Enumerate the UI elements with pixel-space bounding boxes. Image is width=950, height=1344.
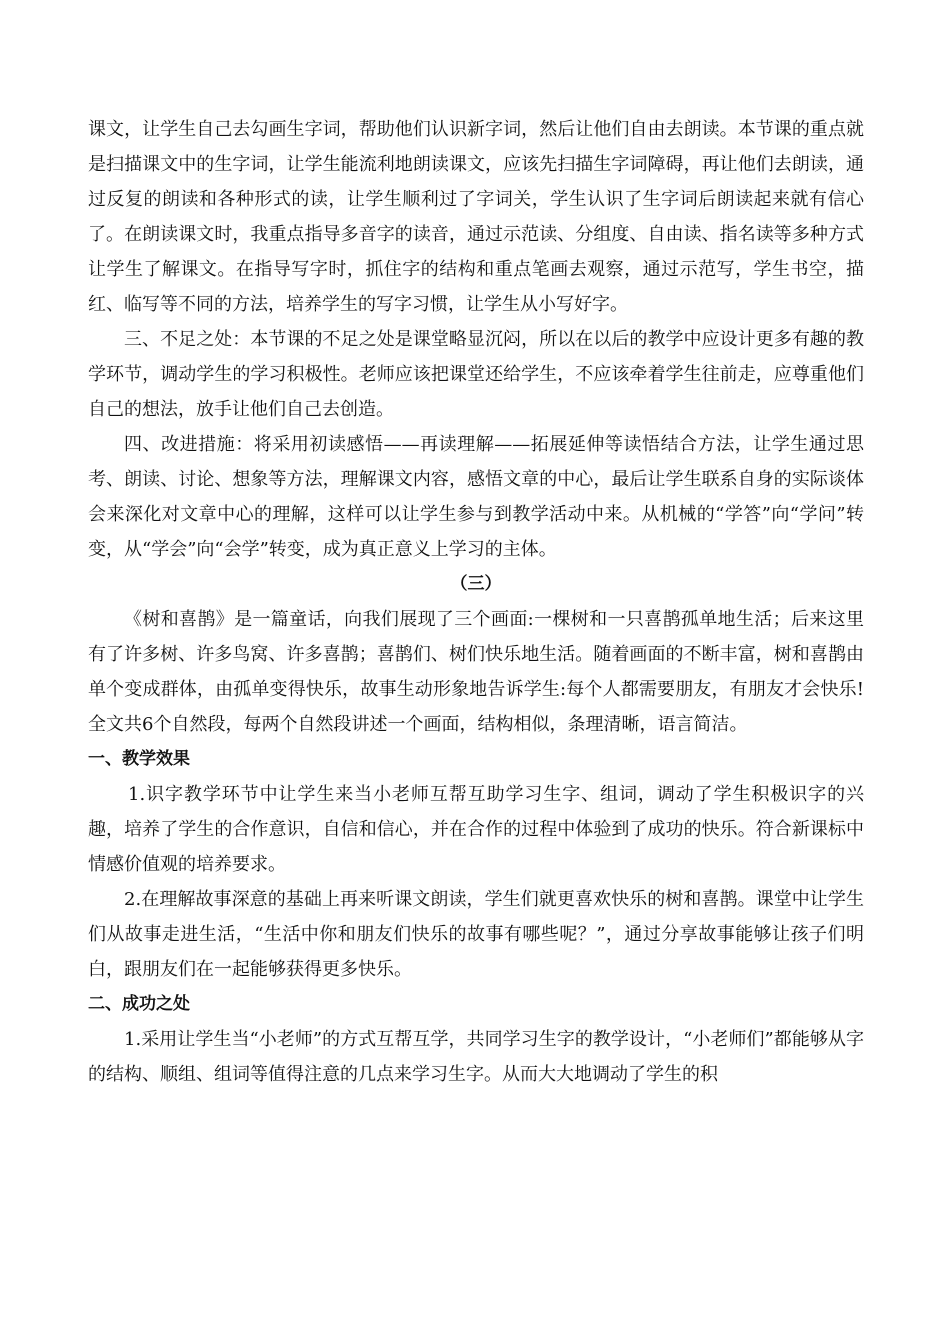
document-page [88,112,864,1092]
paragraph-continuation: 课文，让学生自己去勾画生字词，帮助他们认识新字词，然后让他们自由去朗读。本节课的重点就是扫描课文中的生字词，让学生能流利地朗读课文，应该先扫描生字词障碍，再让他们去朗读，通过反复的朗读和各种形式的读，让学生顺利过了字词关，学生认识了生字词后朗读起来就有信心了。在朗读课文时，我重点指导多音字的读音，通过示范读、分组度、自由读、指名读等多种方式让学生了解课文。在指导写字时，抓住字的结构和重点笔画去观察，通过示范写，学生书空，描红、临写等不同的方法，培养学生的写字习惯，让学生从小写好字。 [88,119,864,315]
heading-teaching-effect: 一、教学效果 [88,749,190,769]
paragraph-success-1: 1.采用让学生当“小老师”的方式互帮互学，共同学习生字的教学设计，“小老师们”都能够从字的结构、顺组、组词等值得注意的几点来学习生字。从而大大地调动了学生的积 [88,1029,864,1085]
paragraph-effect-1: 1.识字教学环节中让学生来当小老师互帮互助学习生字、组词，调动了学生积极识字的兴趣，培养了学生的合作意识，自信和信心，并在合作的过程中体验到了成功的快乐。符合新课标中情感价值观的培养要求。 [88,784,864,875]
section-title: （三） [450,574,502,594]
paragraph-story-intro: 《树和喜鹊》是一篇童话，向我们展现了三个画面:一棵树和一只喜鹊孤单地生活；后来这里有了许多树、许多鸟窝、许多喜鹊；喜鹊们、树们快乐地生活。随着画面的不断丰富，树和喜鹊由单个变成群体，由孤单变得快乐，故事生动形象地告诉学生:每个人都需要朋友，有朋友才会快乐!全文共6个自然段，每两个自然段讲述一个画面，结构相似，条理清晰，语言简洁。 [88,609,864,735]
paragraph-improvements: 四、改进措施：将采用初读感悟——再读理解——拓展延伸等读悟结合方法，让学生通过思考、朗读、讨论、想象等方法，理解课文内容，感悟文章的中心，最后让学生联系自身的实际谈体会来深化对文章中心的理解，这样可以让学生参与到教学活动中来。从机械的“学答”向“学问”转变，从“学会”向“会学”转变，成为真正意义上学习的主体。 [88,434,864,560]
heading-success: 二、成功之处 [88,994,190,1014]
paragraph-shortcomings: 三、不足之处：本节课的不足之处是课堂略显沉闷，所以在以后的教学中应设计更多有趣的教学环节，调动学生的学习积极性。老师应该把课堂还给学生，不应该牵着学生往前走，应尊重他们自己的想法，放手让他们自己去创造。 [88,329,864,420]
paragraph-effect-2: 2.在理解故事深意的基础上再来听课文朗读，学生们就更喜欢快乐的树和喜鹊。课堂中让学生们从故事走进生活，“生活中你和朋友们快乐的故事有哪些呢？”，通过分享故事能够让孩子们明白，跟朋友们在一起能够获得更多快乐。 [88,889,864,980]
